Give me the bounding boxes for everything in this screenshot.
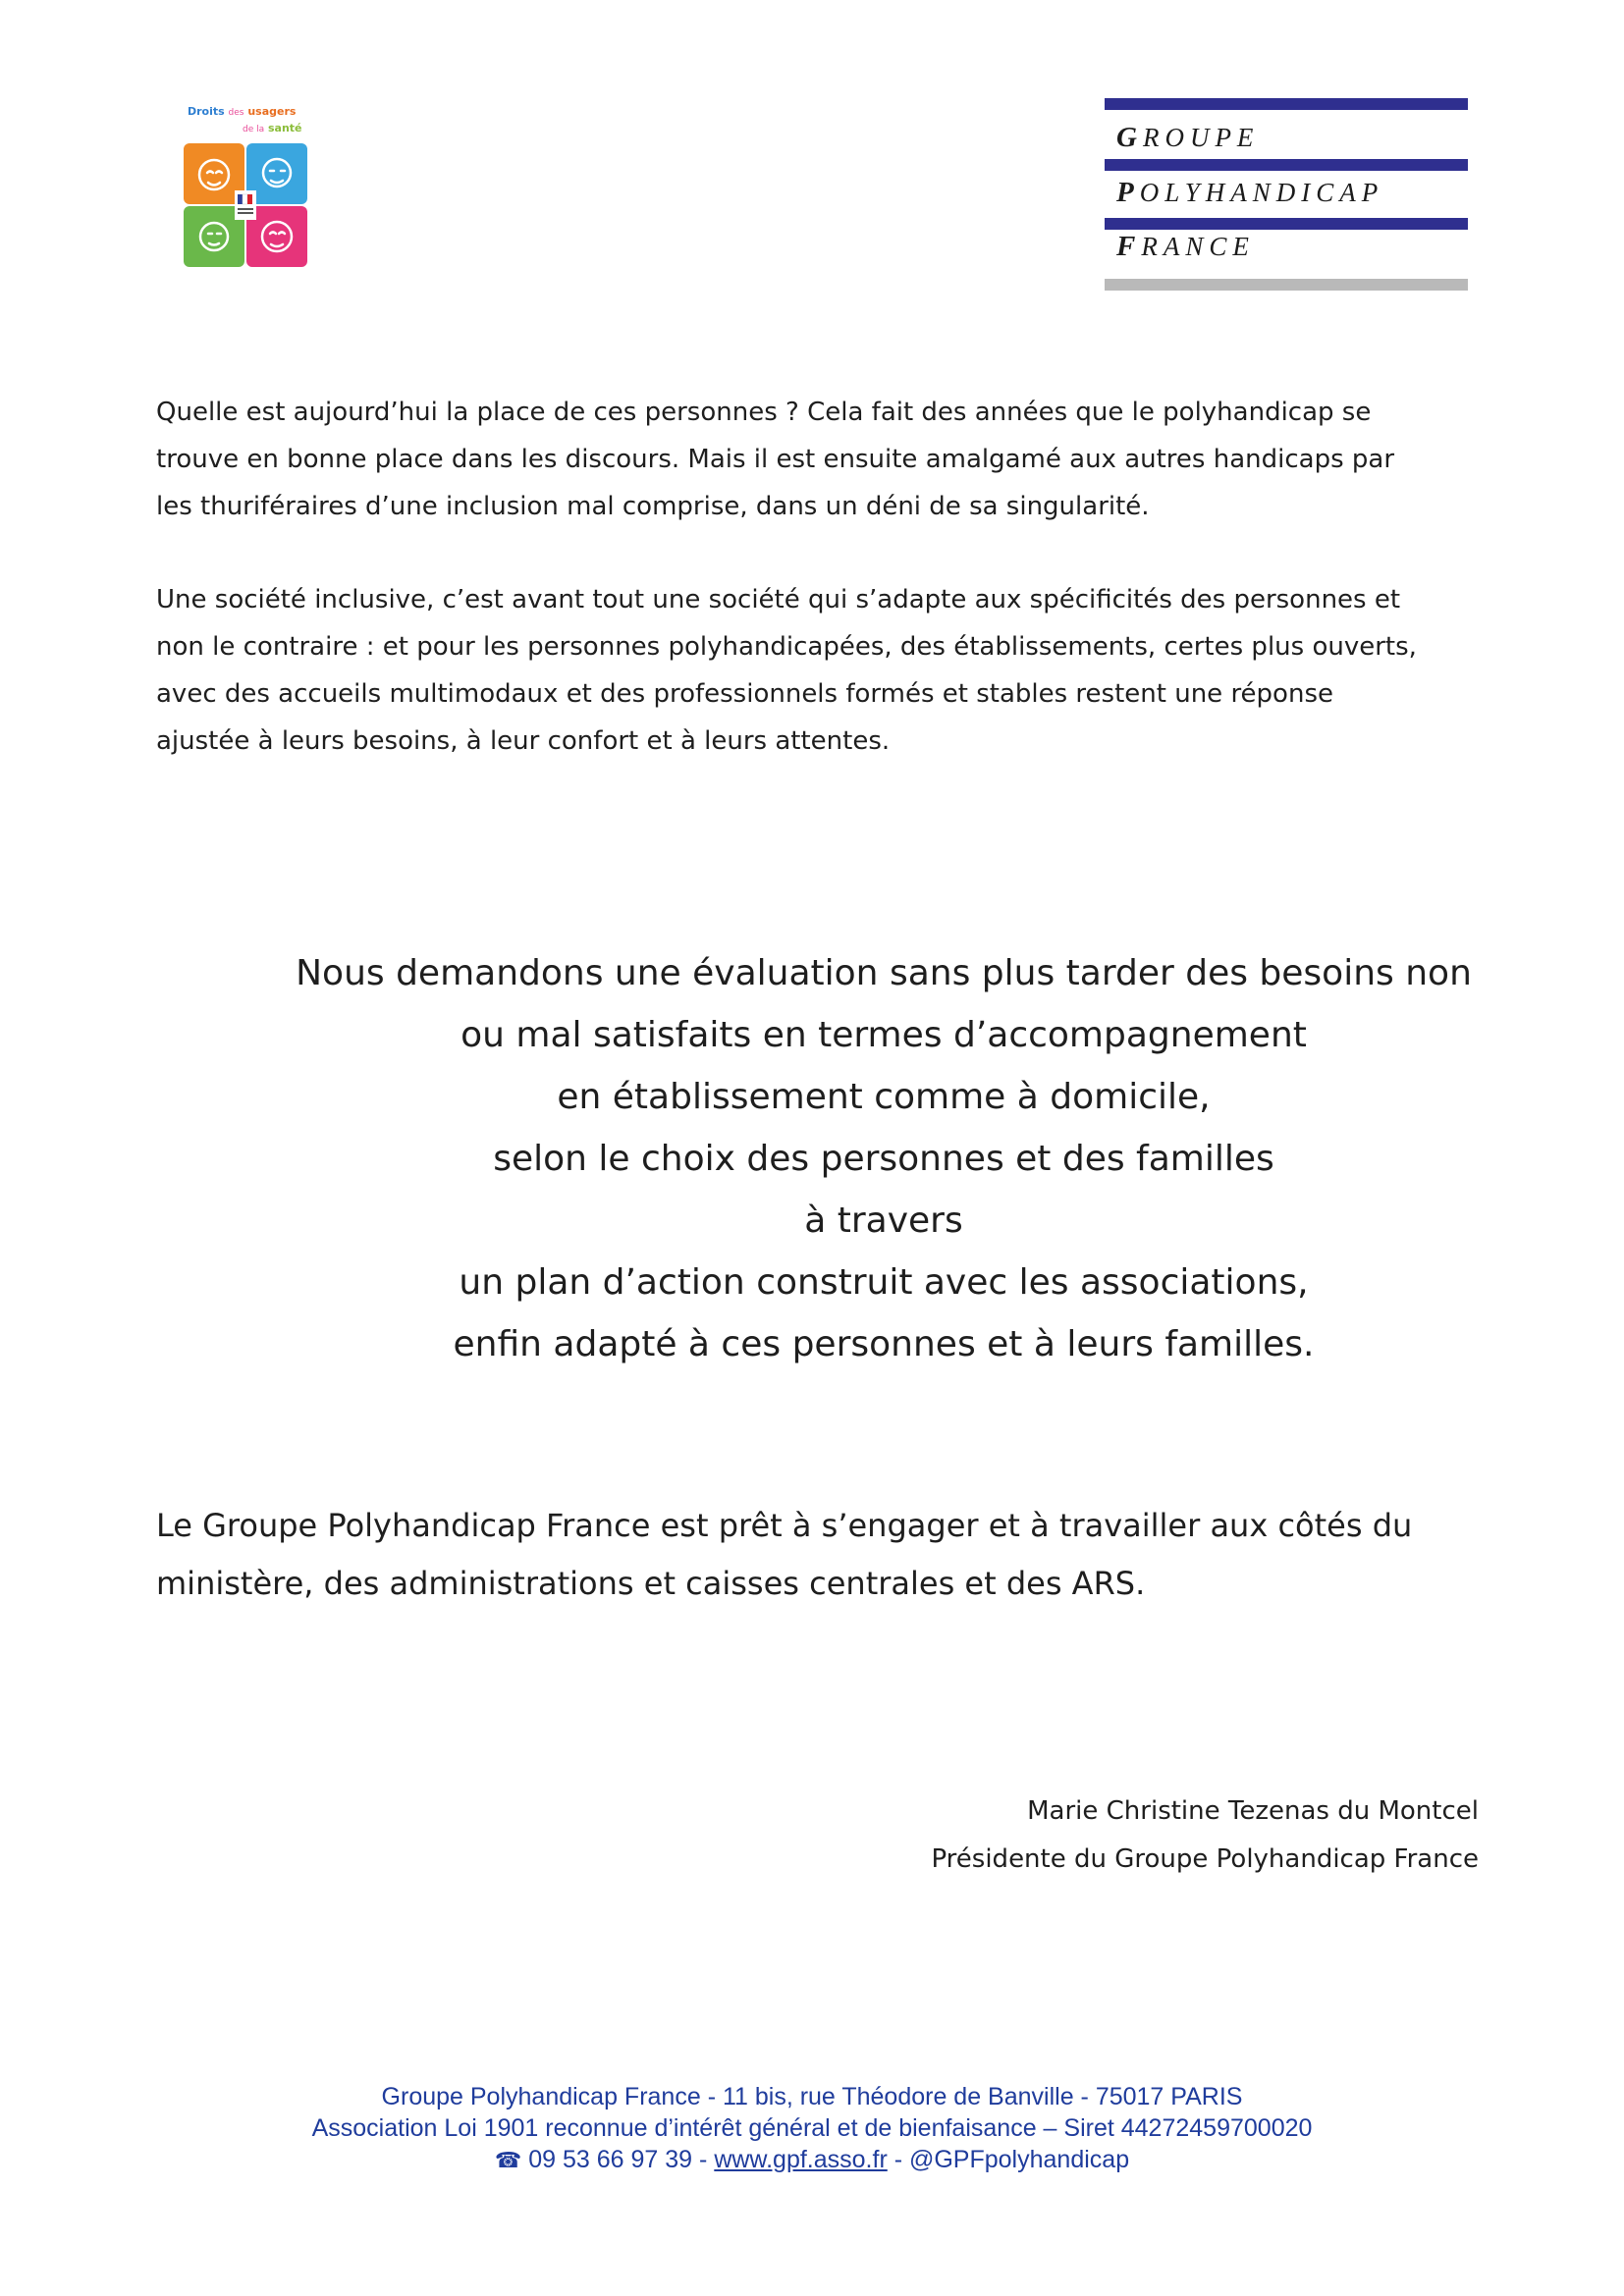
text-line: ou mal satisfaits en termes d’accompagnement [460,1015,1307,1055]
text-line: ajustée à leurs besoins, à leur confort et à leurs attentes. [156,726,891,756]
logo-word-france: FRANCE [1116,231,1255,262]
logo-bar-grey [1105,279,1468,291]
text-line: en établissement comme à domicile, [557,1077,1211,1117]
paragraph-inclusive-society [156,576,1482,765]
signature-block [931,1788,1479,1884]
logo-quadrants-graphic [184,143,309,267]
demand-statement [255,942,1512,1375]
text-line: Une société inclusive, c’est avant tout une société qui s’adapte aux spécificités des personnes et [156,585,1401,614]
text-line: enfin adapté à ces personnes et à leurs familles. [453,1324,1315,1364]
groupe-polyhandicap-france-logo [1105,98,1468,293]
twitter-handle: @GPFpolyhandicap [908,2146,1130,2173]
logo-bar [1105,159,1468,171]
signatory-name: Marie Christine Tezenas du Montcel [1027,1796,1479,1826]
footer-association-info: Association Loi 1901 reconnue d’intérêt général et de bienfaisance – Siret 44272459700020 [311,2114,1313,2142]
text-line: ministère, des administrations et caisses centrales et des ARS. [156,1565,1146,1602]
phone-icon: ☎ [494,2149,522,2173]
logo-word-groupe: GROUPE [1116,122,1260,153]
logo-bar [1105,98,1468,110]
text-line: avec des accueils multimodaux et des professionnels formés et stables restent une réponse [156,679,1333,709]
text-line: à travers [804,1201,963,1241]
text-line: un plan d’action construit avec les associations, [459,1262,1309,1303]
signatory-title: Présidente du Groupe Polyhandicap France [931,1844,1479,1874]
text-line: Le Groupe Polyhandicap France est prêt à s’engager et à travailler aux côtés du [156,1507,1413,1544]
paragraph-place-of-persons [156,389,1482,530]
logo-caption: Droits des usagers de la santé [188,105,302,134]
logo-word-polyhandicap: POLYHANDICAP [1116,177,1384,208]
website-link[interactable]: www.gpf.asso.fr [714,2146,888,2173]
footer [0,2081,1624,2177]
text-line: Nous demandons une évaluation sans plus tarder des besoins non [296,953,1472,993]
footer-phone: 09 53 66 97 39 [528,2146,693,2173]
text-line: selon le choix des personnes et des familles [493,1139,1274,1179]
footer-address: Groupe Polyhandicap France - 11 bis, rue Théodore de Banville - 75017 PARIS [381,2083,1243,2110]
text-line: trouve en bonne place dans les discours. Mais il est ensuite amalgamé aux autres handicaps par [156,445,1395,474]
logo-bar [1105,218,1468,230]
text-line: non le contraire : et pour les personnes polyhandicapées, des établissements, certes plus ouverts, [156,632,1417,662]
droits-usagers-sante-logo [180,100,317,269]
text-line: les thuriféraires d’une inclusion mal comprise, dans un déni de sa singularité. [156,492,1150,521]
text-line: Quelle est aujourd’hui la place de ces personnes ? Cela fait des années que le polyhandicap se [156,398,1372,427]
footer-contact: ☎ 09 53 66 97 39 - www.gpf.asso.fr - @GPFpolyhandicap [494,2146,1130,2173]
engagement-statement [156,1497,1482,1613]
